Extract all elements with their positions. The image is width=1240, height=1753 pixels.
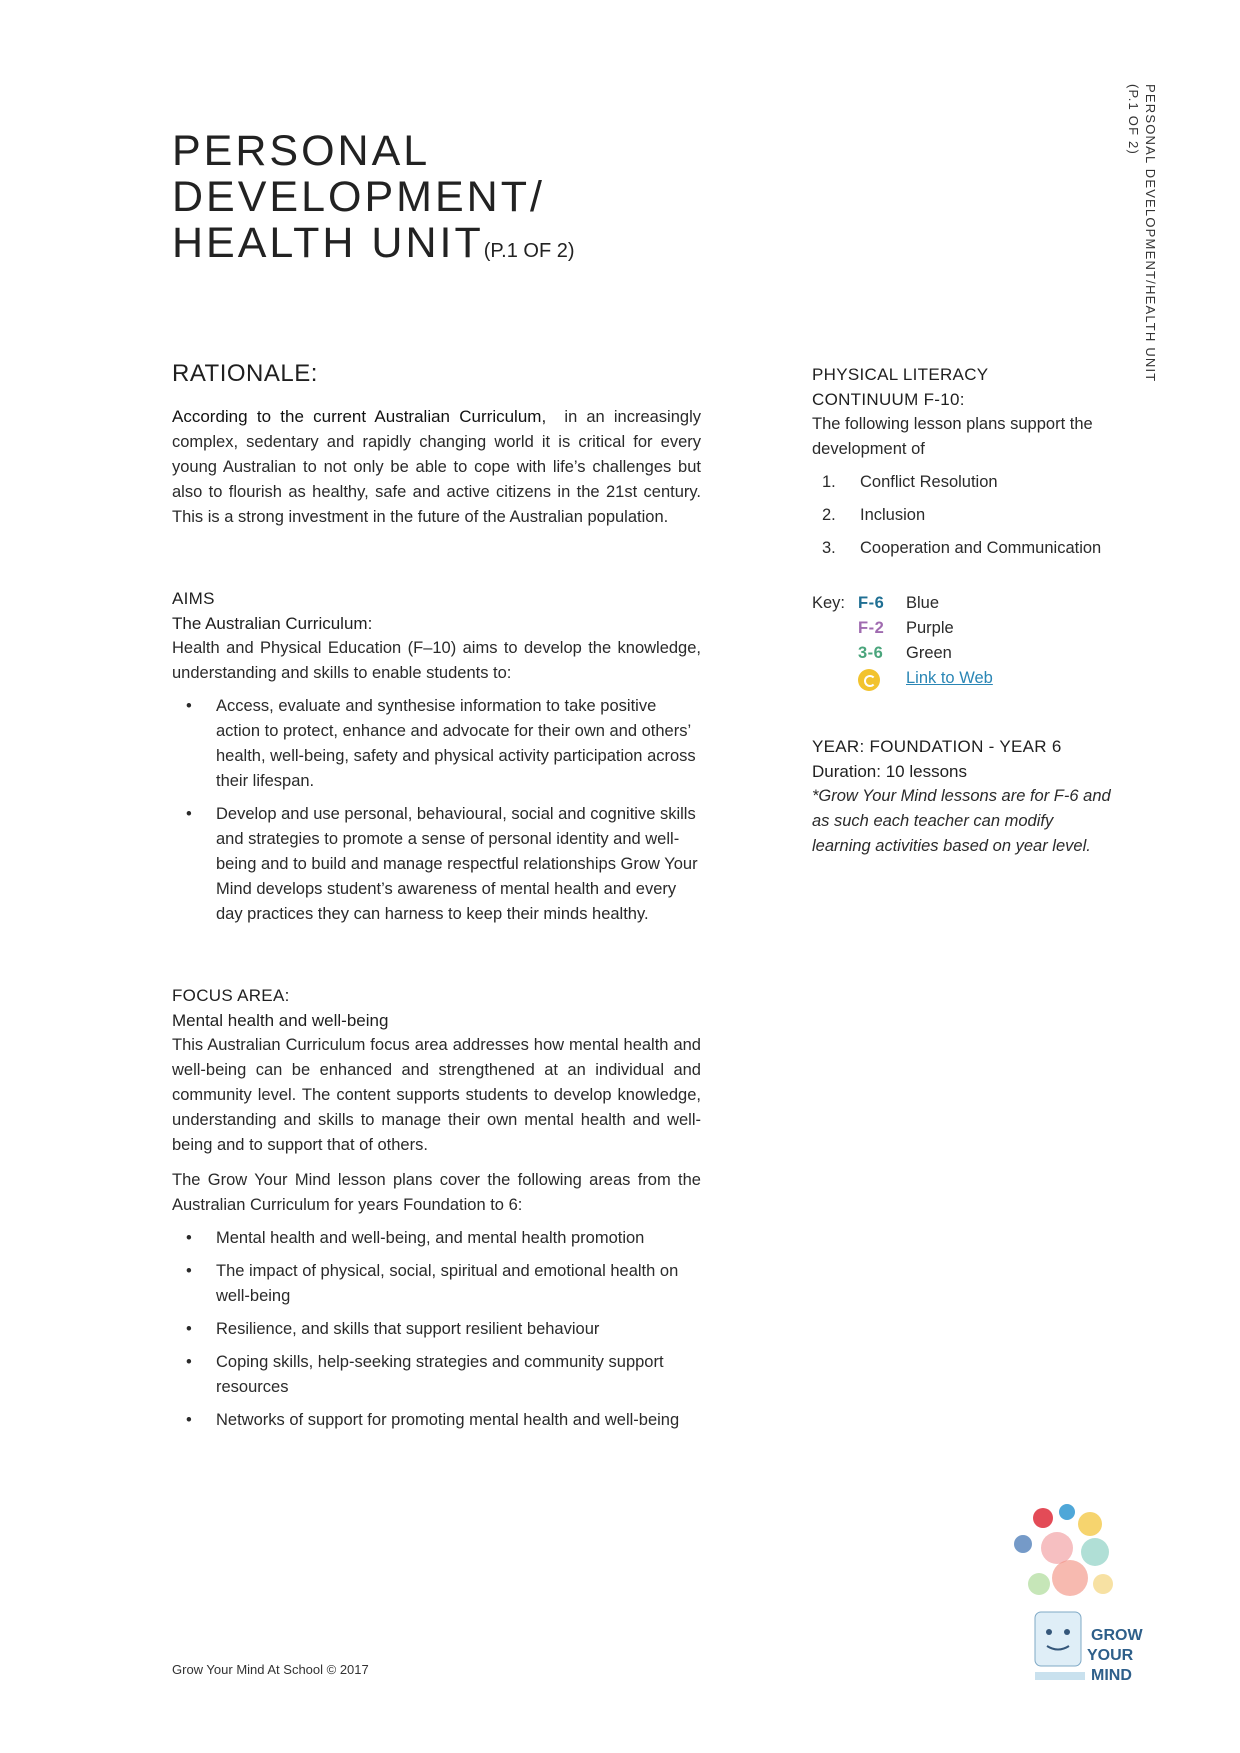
physical-list xyxy=(812,470,1112,561)
list-item xyxy=(812,503,1112,528)
logo-word-grow: GROW xyxy=(1091,1627,1143,1644)
physical-literacy-heading xyxy=(812,362,1112,412)
aims-list xyxy=(172,694,701,927)
physical-heading-line-1: PHYSICAL LITERACY xyxy=(812,365,989,384)
list-item: • Coping skills, help-seeking strategies and community support resources xyxy=(172,1350,701,1400)
list-text: Inclusion xyxy=(860,506,926,524)
list-text: Cooperation and Communication xyxy=(860,539,1102,557)
list-item xyxy=(812,470,1112,495)
duration: Duration: 10 lessons xyxy=(812,762,967,781)
rationale-lead: According to the current Australian Curriculum, xyxy=(172,407,547,426)
link-icon xyxy=(858,666,906,696)
key-code-f2: F-2 xyxy=(858,619,885,637)
title-line-3 xyxy=(172,220,575,274)
list-item: • Networks of support for promoting mental health and well-being xyxy=(172,1408,701,1433)
color-key xyxy=(812,591,1112,696)
key-name-blue: Blue xyxy=(906,594,940,612)
rationale-paragraph xyxy=(172,404,701,530)
title-line-1: PERSONAL xyxy=(172,127,431,175)
side-tab xyxy=(1125,84,1159,382)
title-line-2: DEVELOPMENT/ xyxy=(172,173,545,221)
page-title xyxy=(172,128,575,274)
focus-paragraph-2: The Grow Your Mind lesson plans cover the following areas from the Australian Curriculum for years Foundation to 6: xyxy=(172,1171,701,1214)
footer: Grow Your Mind At School © 2017 xyxy=(172,1662,369,1677)
focus-heading: FOCUS AREA: xyxy=(172,986,290,1005)
aims-subheading: The Australian Curriculum: xyxy=(172,614,373,633)
year-note: *Grow Your Mind lessons are for F-6 and as such each teacher can modify learning activities based on year level. xyxy=(812,787,1111,855)
right-column xyxy=(812,362,1112,859)
focus-subheading: Mental health and well-being xyxy=(172,1011,389,1030)
rationale-text: in an increasingly complex, sedentary and rapidly changing world it is critical for every young Australian to not only be able to cope with life’s challenges but also to flourish as healthy, safe and active citizens in the 21st century. This is a strong investment in the future of the Australian population. xyxy=(172,408,701,526)
key-name-purple: Purple xyxy=(906,619,954,637)
logo-word-your: YOUR xyxy=(1087,1647,1134,1664)
title-line-3-text: HEALTH UNIT xyxy=(172,219,484,267)
grow-your-mind-logo xyxy=(995,1500,1145,1690)
side-tab-title: PERSONAL DEVELOPMENT/HEALTH UNIT xyxy=(1143,84,1158,383)
physical-heading-line-2: CONTINUUM F-10: xyxy=(812,390,965,409)
list-number: 1. xyxy=(822,473,836,491)
focus-list xyxy=(172,1226,701,1433)
list-item: • The impact of physical, social, spiritual and emotional health on well-being xyxy=(172,1259,701,1309)
list-number: 2. xyxy=(822,506,836,524)
list-number: 3. xyxy=(822,539,836,557)
title-page-ref: (P.1 OF 2) xyxy=(483,240,575,262)
link-to-web[interactable]: Link to Web xyxy=(906,669,993,687)
year-heading: YEAR: FOUNDATION - YEAR 6 xyxy=(812,737,1062,756)
aims-heading: AIMS xyxy=(172,589,215,608)
focus-paragraph-1: This Australian Curriculum focus area addresses how mental health and well-being can be enhanced and strengthened at an individual and community level. The content supports students to develop knowledge, understanding and skills to manage their own mental health and well-being and to support that of others. xyxy=(172,1036,701,1154)
list-item: • Develop and use personal, behavioural, social and cognitive skills and strategies to promote a sense of personal identity and well-being and to build and manage respectful relationships Grow Your Mind develops student’s awareness of mental health and every day practices they can harness to keep their minds healthy. xyxy=(172,802,701,927)
left-column xyxy=(172,360,701,1441)
key-label: Key: xyxy=(812,594,846,612)
side-tab-page: (P.1 OF 2) xyxy=(1126,84,1141,156)
list-item: • Mental health and well-being, and mental health promotion xyxy=(172,1226,701,1251)
list-item: • Resilience, and skills that support resilient behaviour xyxy=(172,1317,701,1342)
physical-intro: The following lesson plans support the development of xyxy=(812,415,1093,458)
list-text: Conflict Resolution xyxy=(860,473,998,491)
key-code-3-6: 3-6 xyxy=(858,644,884,662)
key-code-f6: F-6 xyxy=(858,594,885,612)
logo-word-mind: MIND xyxy=(1091,1667,1132,1684)
rationale-heading: RATIONALE: xyxy=(172,360,318,387)
aims-intro: Health and Physical Education (F–10) aims to develop the knowledge, understanding and skills to enable students to: xyxy=(172,639,701,682)
list-item xyxy=(812,536,1112,561)
key-name-green: Green xyxy=(906,644,952,662)
list-item: • Access, evaluate and synthesise information to take positive action to protect, enhance and advocate for their own and others’ health, well-being, safety and physical activity participation across their lifespan. xyxy=(172,694,701,794)
